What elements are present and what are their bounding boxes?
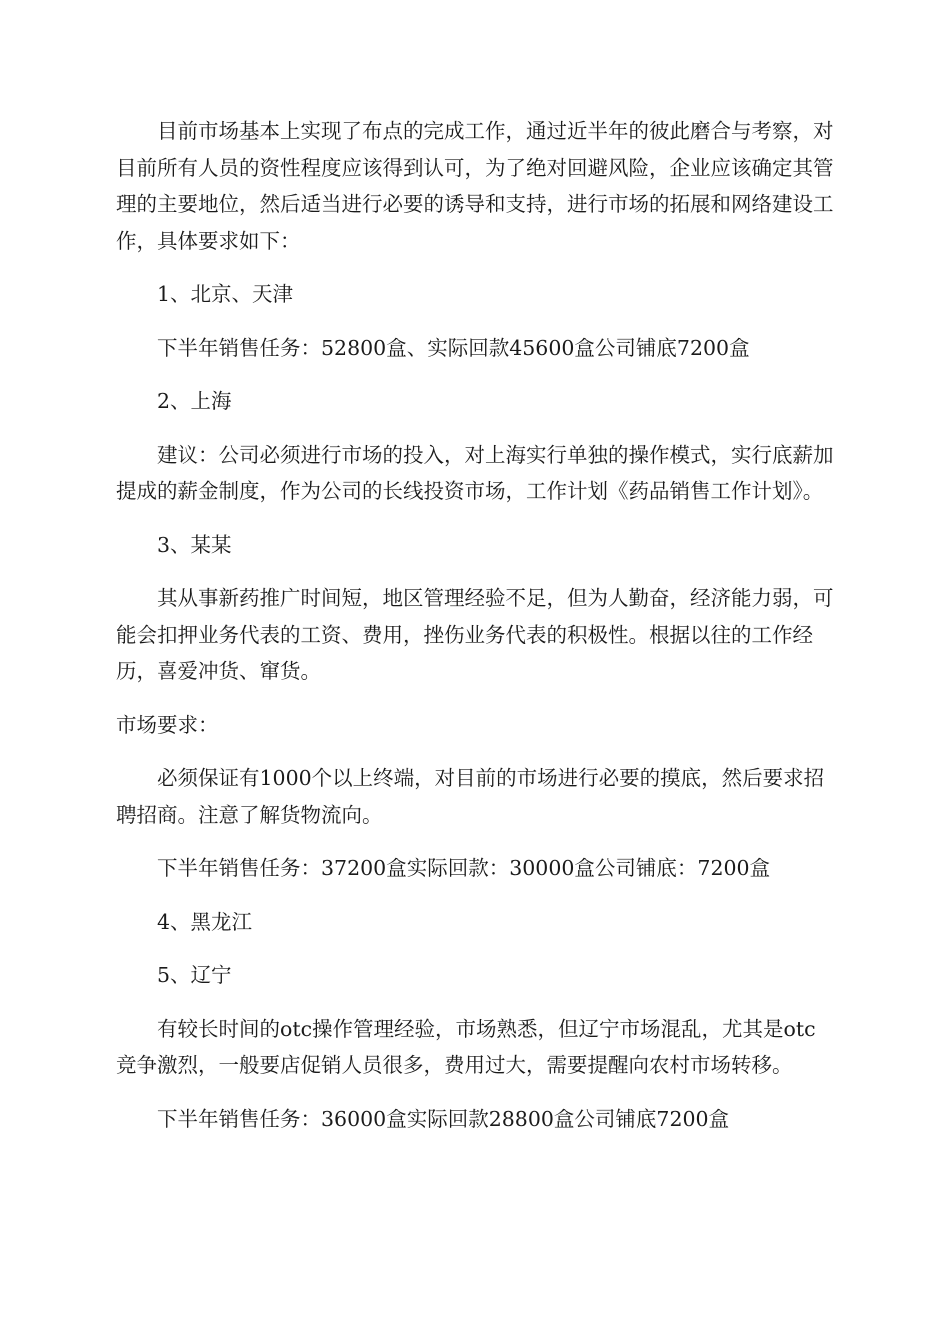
sales-target-mou: 下半年销售任务：37200盒实际回款：30000盒公司铺底：7200盒 [157,856,771,880]
market-requirements-label: 市场要求： [116,712,219,737]
sales-target-beijing-tianjin: 下半年销售任务：52800盒、实际回款45600盒公司铺底7200盒 [157,335,750,360]
document-body [116,113,836,1137]
section-heading-liaoning: 5、辽宁 [157,963,232,987]
liaoning-assessment: 有较长时间的otc操作管理经验，市场熟悉，但辽宁市场混乱，尤其是otc竞争激烈，一般要店促销人员很多，费用过大，需要提醒向农村市场转移。 [116,1016,816,1077]
mou-assessment: 其从事新药推广时间短，地区管理经验不足，但为人勤奋，经济能力弱，可能会扣押业务代表的工资、费用，挫伤业务代表的积极性。根据以往的工作经历，喜爱冲货、窜货。 [116,586,834,683]
section-heading-shanghai: 2、上海 [157,389,232,413]
section-heading-mou: 3、某某 [157,532,232,557]
shanghai-suggestion: 建议：公司必须进行市场的投入，对上海实行单独的操作模式，实行底薪加提成的薪金制度，作为公司的长线投资市场，工作计划《药品销售工作计划》。 [116,442,834,503]
intro-paragraph: 目前市场基本上实现了布点的完成工作，通过近半年的彼此磨合与考察，对目前所有人员的资性程度应该得到认可，为了绝对回避风险，企业应该确定其管理的主要地位，然后适当进行必要的诱导和支持，进行市场的拓展和网络建设工作，具体要求如下： [116,119,834,253]
section-heading-heilongjiang: 4、黑龙江 [157,909,253,934]
sales-target-liaoning: 下半年销售任务：36000盒实际回款28800盒公司铺底7200盒 [157,1106,730,1131]
section-heading-beijing-tianjin: 1、北京、天津 [157,282,294,306]
market-requirements-text: 必须保证有1000个以上终端，对目前的市场进行必要的摸底，然后要求招聘招商。注意了解货物流向。 [116,766,825,827]
